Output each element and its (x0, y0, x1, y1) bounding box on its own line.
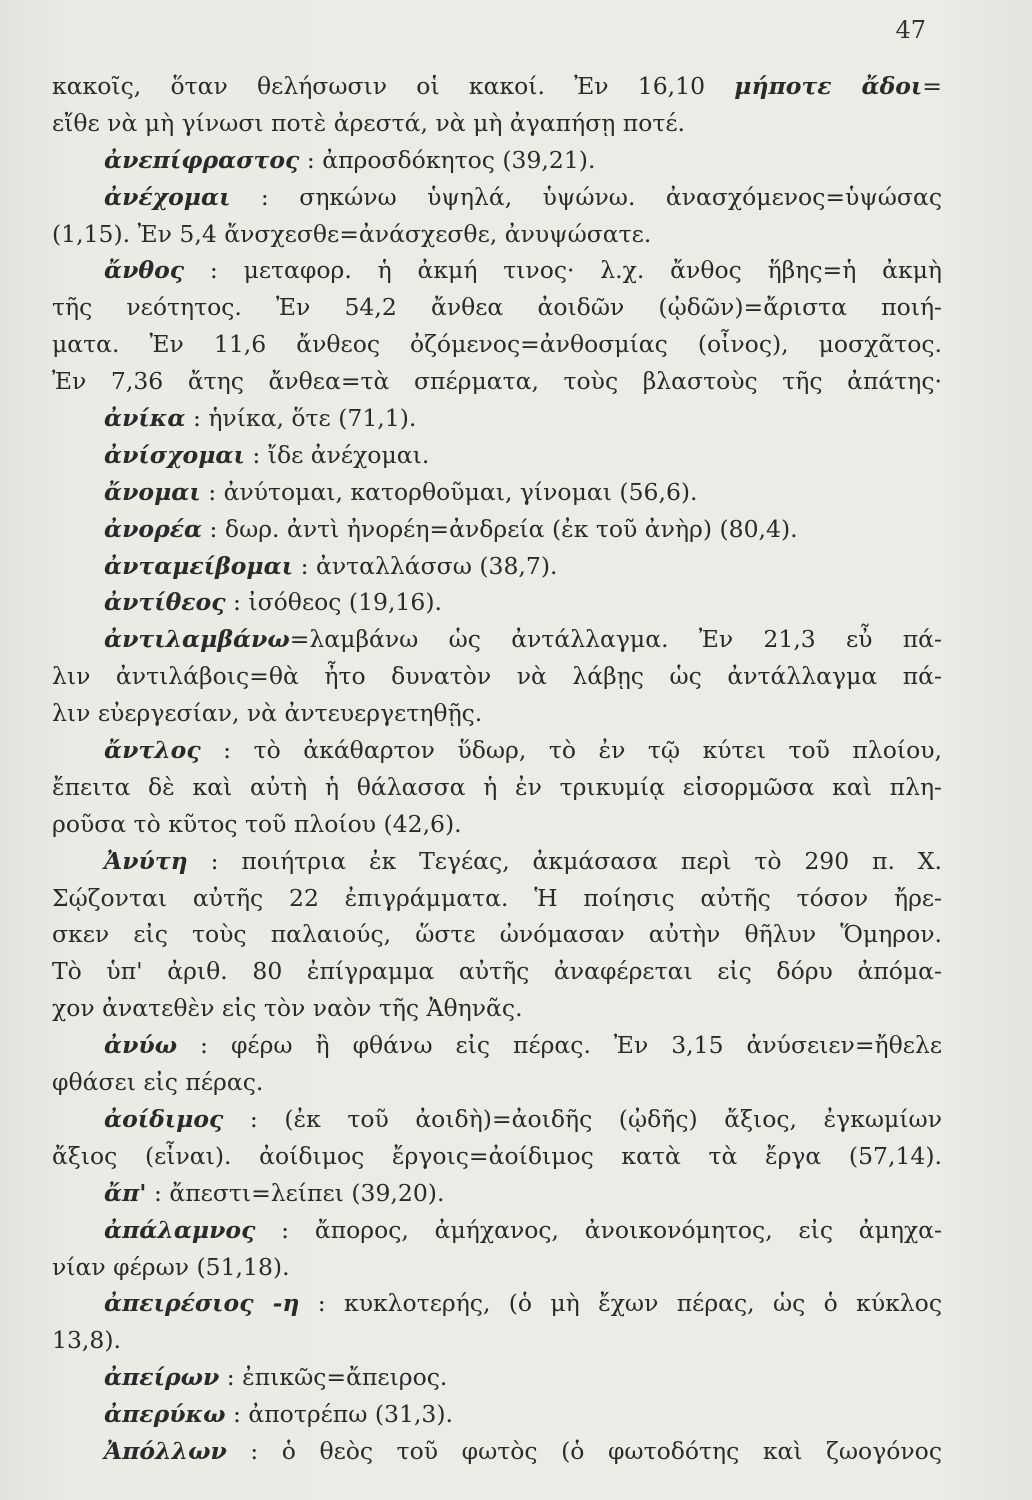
definition-text: : ἴδε ἀνέχομαι. (244, 440, 430, 469)
dictionary-text (52, 68, 942, 1470)
line-text: κακοῖς, ὅταν θελήσωσιν οἱ κακοί. Ἐν 16,10 (52, 72, 735, 100)
headword: ἀοίδιμος (104, 1104, 224, 1133)
headword: ἀνέχομαι (104, 182, 231, 211)
entry-line (52, 621, 942, 658)
text-line (52, 916, 942, 953)
line-text: ἄξιος (εἶναι). ἀοίδιμος ἔργοις=ἀοίδιμος κατὰ τὰ ἔργα (57,14). (52, 1141, 942, 1170)
text-line (52, 880, 942, 917)
definition-text: : δωρ. ἀντὶ ἠνορέη=ἀνδρεία (ἐκ τοῦ ἀνὴρ) (80,4). (202, 514, 798, 543)
entry-line (52, 843, 942, 880)
entry-line (52, 1359, 942, 1396)
definition-text: : ἀνταλλάσσω (38,7). (293, 551, 558, 580)
definition-text: =λαμβάνω ὡς ἀντάλλαγμα. Ἐν 21,3 εὖ πά- (289, 625, 942, 654)
definition-text: : ὁ θεὸς τοῦ φωτὸς (ὁ φωτοδότης καὶ ζωογόνος (226, 1436, 942, 1465)
headword: Ἀνύτη (104, 846, 188, 875)
text-line (52, 363, 942, 400)
line-text: Ἐν 7,36 ἄτης ἄνθεα=τὰ σπέρματα, τοὺς βλαστοὺς τῆς ἀπάτης· (52, 367, 942, 396)
headword: ἀντίθεος (104, 588, 226, 617)
line-text: νίαν φέρων (51,18). (52, 1252, 290, 1281)
text-line (52, 216, 942, 253)
text-line (52, 695, 942, 732)
entry-line (52, 1433, 942, 1470)
headword: ἀνορέα (104, 514, 203, 543)
definition-text: : τὸ ἀκάθαρτον ὕδωρ, τὸ ἐν τῷ κύτει τοῦ πλοίου, (200, 736, 942, 765)
line-text: (1,15). Ἐν 5,4 ἄνσχεσθε=ἀνάσχεσθε, ἀνυψώσατε. (52, 219, 652, 248)
entry-line (52, 1285, 942, 1322)
definition-text: : κυκλοτερής, (ὁ μὴ ἔχων πέρας, ὡς ὁ κύκλος (299, 1289, 942, 1318)
line-text: λιν ἀντιλάβοις=θὰ ἦτο δυνατὸν νὰ λάβῃς ὡς ἀντάλλαγμα πά- (52, 662, 942, 691)
entry-line (52, 437, 942, 474)
definition-text: : ἀπροσδόκητος (39,21). (299, 145, 596, 174)
headword: ἀνίκα (104, 404, 186, 433)
entry-line (52, 474, 942, 511)
text-line (52, 1249, 942, 1286)
text-line (52, 1138, 942, 1175)
line-text: ροῦσα τὸ κῦτος τοῦ πλοίου (42,6). (52, 809, 462, 838)
entry-line (52, 1027, 942, 1064)
headword: ἀνύω (104, 1031, 178, 1060)
entry-line (52, 548, 942, 585)
headword: ἄνθος (104, 256, 185, 285)
line-text: τῆς νεότητος. Ἐν 54,2 ἄνθεα ἀοιδῶν (ᾠδῶν)=ἄριστα ποιή- (52, 293, 942, 322)
headword: ἀπερύκω (104, 1400, 226, 1429)
text-line (52, 658, 942, 695)
entry-line (52, 142, 942, 179)
entry-line (52, 179, 942, 216)
headword: ἄνομαι (104, 477, 201, 506)
page-number: 47 (895, 16, 926, 44)
headword: ἀντιλαμβάνω (104, 625, 290, 654)
text-line (52, 1064, 942, 1101)
entry-line (52, 400, 942, 437)
line-text: 13,8). (52, 1326, 121, 1355)
entry-line (52, 732, 942, 769)
line-text: ἔπειτα δὲ καὶ αὐτὴ ἡ θάλασσα ἡ ἐν τρικυμίᾳ εἰσορμῶσα καὶ πλη- (52, 772, 942, 801)
headword: ἀνίσχομαι (104, 440, 245, 469)
line-text: εἴθε νὰ μὴ γίνωσι ποτὲ ἀρεστά, νὰ μὴ ἀγαπήσῃ ποτέ. (52, 108, 686, 137)
definition-text: : ποιήτρια ἐκ Τεγέας, ἀκμάσασα περὶ τὸ 290 π. Χ. (187, 846, 942, 875)
entry-line (52, 1175, 942, 1212)
headword: ἄντλος (104, 736, 201, 765)
entry-line (52, 1396, 942, 1433)
definition-text: : ἰσόθεος (19,16). (225, 588, 442, 617)
definition-text: : ἄπεστι=λείπει (39,20). (146, 1178, 445, 1207)
definition-text: : (ἐκ τοῦ ἀοιδὴ)=ἀοιδῆς (ᾠδῆς) ἄξιος, ἐγκωμίων (223, 1104, 942, 1133)
headword: ἀνταμείβομαι (104, 551, 294, 580)
text-line (52, 953, 942, 990)
definition-text: = (922, 72, 942, 100)
headword: Ἀπόλλων (104, 1436, 227, 1465)
line-text: Τὸ ὑπ' ἀριθ. 80 ἐπίγραμμα αὐτῆς ἀναφέρεται εἰς δόρυ ἀπόμα- (52, 957, 942, 986)
definition-text: : ἀνύτομαι, κατορθοῦμαι, γίνομαι (56,6). (200, 477, 698, 506)
entry-line (52, 1101, 942, 1138)
definition-text: : ἡνίκα, ὅτε (71,1). (185, 404, 417, 433)
text-line (52, 326, 942, 363)
headword: ἀνεπίφραστος (104, 145, 300, 174)
definition-text: : ἐπικῶς=ἄπειρος. (219, 1363, 448, 1392)
definition-text: : ἀποτρέπω (31,3). (225, 1400, 454, 1429)
line-text: φθάσει εἰς πέρας. (52, 1068, 264, 1097)
headword: ἀπάλαμνος (104, 1215, 256, 1244)
text-line (52, 289, 942, 326)
headword: μήποτε ἄδοι (734, 72, 923, 100)
headword: ἀπειρέσιος -η (104, 1289, 300, 1318)
text-line (52, 769, 942, 806)
text-line (52, 990, 942, 1027)
entry-line (52, 252, 942, 289)
text-line (52, 806, 942, 843)
text-line (52, 1322, 942, 1359)
definition-text: : μεταφορ. ἡ ἀκμή τινος· λ.χ. ἄνθος ἥβης=ἡ ἀκμὴ (184, 256, 942, 285)
entry-line (52, 511, 942, 548)
definition-text: : σηκώνω ὑψηλά, ὑψώνω. ἀνασχόμενος=ὑψώσας (230, 182, 942, 211)
line-text: σκεν εἰς τοὺς παλαιούς, ὥστε ὠνόμασαν αὐτὴν θῆλυν Ὅμηρον. (52, 920, 942, 949)
headword: ἄπ' (104, 1178, 147, 1207)
line-text: Σῴζονται αὐτῆς 22 ἐπιγράμματα. Ἡ ποίησις αὐτῆς τόσον ἤρε- (52, 883, 942, 912)
entry-line (52, 584, 942, 621)
line-text: χον ἀνατεθὲν εἰς τὸν ναὸν τῆς Ἀθηνᾶς. (52, 994, 523, 1023)
headword: ἀπείρων (104, 1363, 220, 1392)
line-text: λιν εὐεργεσίαν, νὰ ἀντευεργετηθῇς. (52, 699, 483, 728)
definition-text: : ἄπορος, ἀμήχανος, ἀνοικονόμητος, εἰς ἀμηχα- (255, 1215, 942, 1244)
line-text: ματα. Ἐν 11,6 ἄνθεος ὀζόμενος=ἀνθοσμίας (οἶνος), μοσχᾶτος. (52, 330, 942, 359)
definition-text: : φέρω ἢ φθάνω εἰς πέρας. Ἐν 3,15 ἀνύσειεν=ἤθελε (177, 1031, 942, 1060)
entry-line (52, 1212, 942, 1249)
text-line (52, 68, 942, 105)
text-line (52, 105, 942, 142)
